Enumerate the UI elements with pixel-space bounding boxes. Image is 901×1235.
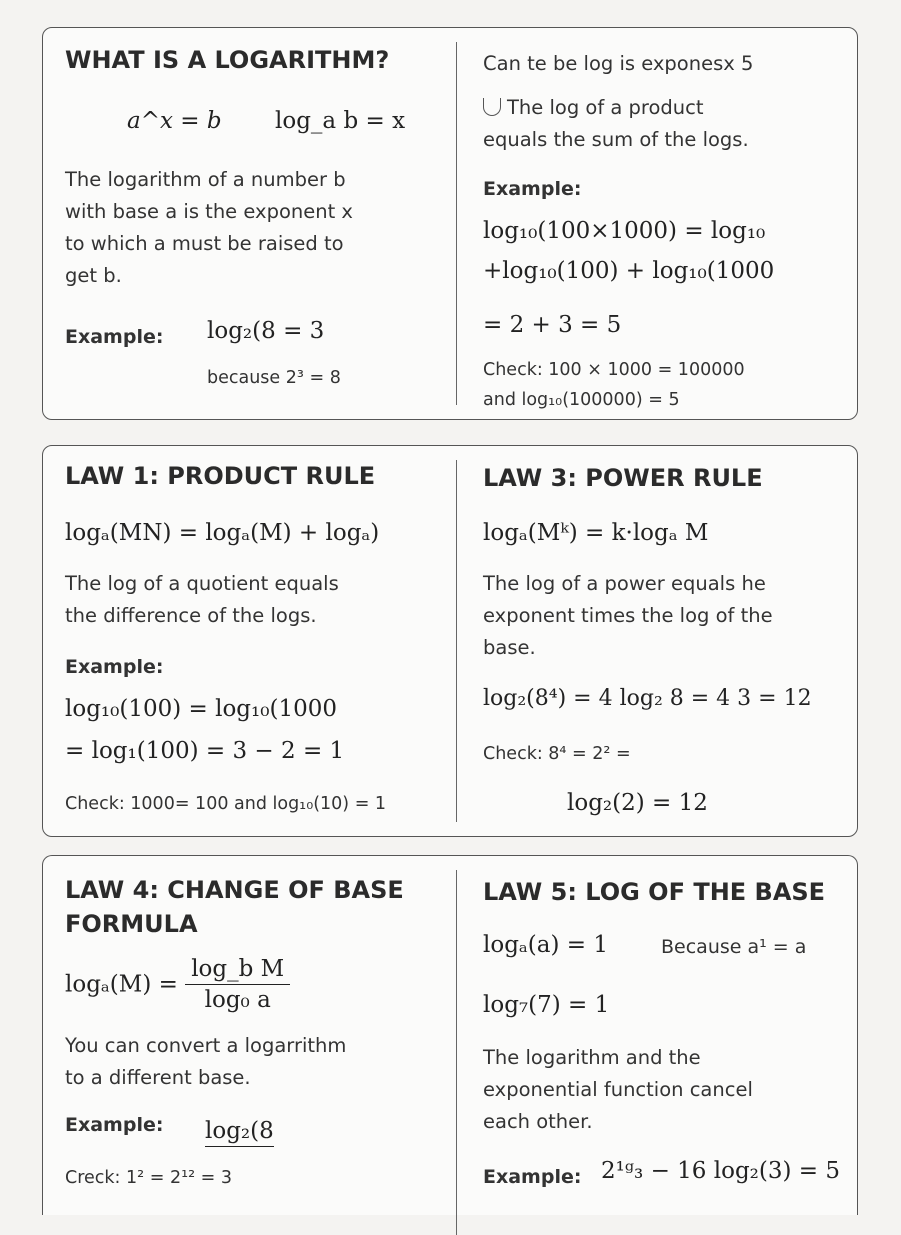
- desc-line: base.: [483, 636, 536, 659]
- because-note: Because a¹ = a: [661, 936, 807, 958]
- rule-formula: logₐ(Mᵏ) = k·logₐ M: [483, 520, 709, 546]
- change-of-base-formula: logₐ(M) = $\frac{\text{log\_b M}}{\text{log₀ a}}$: [65, 956, 290, 1013]
- desc-line: You can convert a logarrithm: [65, 1034, 347, 1057]
- equation-line: log₇(7) = 1: [483, 992, 610, 1018]
- section-heading: WHAT IS A LOGARITHM?: [65, 46, 390, 74]
- desc-line: get b.: [65, 264, 122, 287]
- example-expression: log₂(8 = 3: [207, 318, 325, 344]
- section-heading: LAW 3: POWER RULE: [483, 464, 763, 492]
- section-heading-cont: FORMULA: [65, 910, 198, 938]
- column-divider: [456, 870, 457, 1235]
- desc-line: The logarithm of a number b: [65, 168, 346, 191]
- equation-line: = log₁(100) = 3 − 2 = 1: [65, 738, 345, 764]
- desc-line: exponent times the log of the: [483, 604, 773, 627]
- fraction-numerator: log_b M: [185, 956, 290, 985]
- desc-line: The logarithm and the: [483, 1046, 701, 1069]
- desc-line: the difference of the logs.: [65, 604, 317, 627]
- check-line: Check: 100 × 1000 = 100000: [483, 360, 745, 380]
- desc-line: exponential function cancel: [483, 1078, 753, 1101]
- example-label: Example:: [483, 1166, 582, 1188]
- check-line: Creck: 1² = 2¹² = 3: [65, 1168, 233, 1188]
- equation-line: = 2 + 3 = 5: [483, 312, 622, 338]
- check-icon: [483, 98, 501, 116]
- example-expression: 2¹ᵍ₃ − 16 log₂(3) = 5: [601, 1158, 840, 1184]
- equation-line: log₁₀(100) = log₁₀(1000: [65, 696, 337, 722]
- equation-line: log₂(8⁴) = 4 log₂ 8 = 4 3 = 12: [483, 686, 812, 711]
- desc-line: to which a must be raised to: [65, 232, 344, 255]
- equation-line: log₂(2) = 12: [567, 790, 708, 816]
- card-what-is-logarithm: [42, 27, 858, 420]
- desc-line: The log of a power equals he: [483, 572, 766, 595]
- column-divider: [456, 42, 457, 405]
- log-formula: log_a b = x: [275, 108, 406, 134]
- fraction: [185, 956, 290, 1013]
- desc-line: with base a is the exponent x: [65, 200, 353, 223]
- exponent-formula: a^x = b: [127, 108, 222, 134]
- section-heading: LAW 1: PRODUCT RULE: [65, 462, 376, 490]
- example-label: Example:: [65, 326, 164, 348]
- example-label: Example:: [65, 656, 164, 678]
- check-line: Check: 8⁴ = 2² =: [483, 744, 631, 764]
- card-laws-4-5: [42, 855, 858, 1215]
- check-line: Check: 1000= 100 and log₁₀(10) = 1: [65, 794, 387, 814]
- desc-line: The log of a quotient equals: [65, 572, 339, 595]
- section-heading: LAW 4: CHANGE OF BASE: [65, 876, 404, 904]
- intro-line: Can te be log is exponesx 5: [483, 52, 754, 75]
- card-laws-1-3: [42, 445, 858, 837]
- example-label: Example:: [483, 178, 582, 200]
- rule-formula: logₐ(MN) = logₐ(M) + logₐ): [65, 520, 380, 546]
- desc-line: each other.: [483, 1110, 593, 1133]
- equation-line: log₁₀(100×1000) = log₁₀: [483, 218, 766, 244]
- rule-line: The log of a product: [483, 92, 704, 124]
- example-expression: log₂(8: [205, 1118, 274, 1147]
- rule-formula: logₐ(a) = 1: [483, 932, 608, 958]
- example-label: Example:: [65, 1114, 164, 1136]
- check-line: and log₁₀(100000) = 5: [483, 390, 680, 410]
- example-because: because 2³ = 8: [207, 368, 341, 388]
- column-divider: [456, 460, 457, 822]
- rule-line: equals the sum of the logs.: [483, 128, 749, 151]
- fraction-denominator: log₀ a: [204, 987, 271, 1013]
- section-heading: LAW 5: LOG OF THE BASE: [483, 878, 826, 906]
- equation-line: +log₁₀(100) + log₁₀(1000: [483, 258, 775, 284]
- desc-line: to a different base.: [65, 1066, 251, 1089]
